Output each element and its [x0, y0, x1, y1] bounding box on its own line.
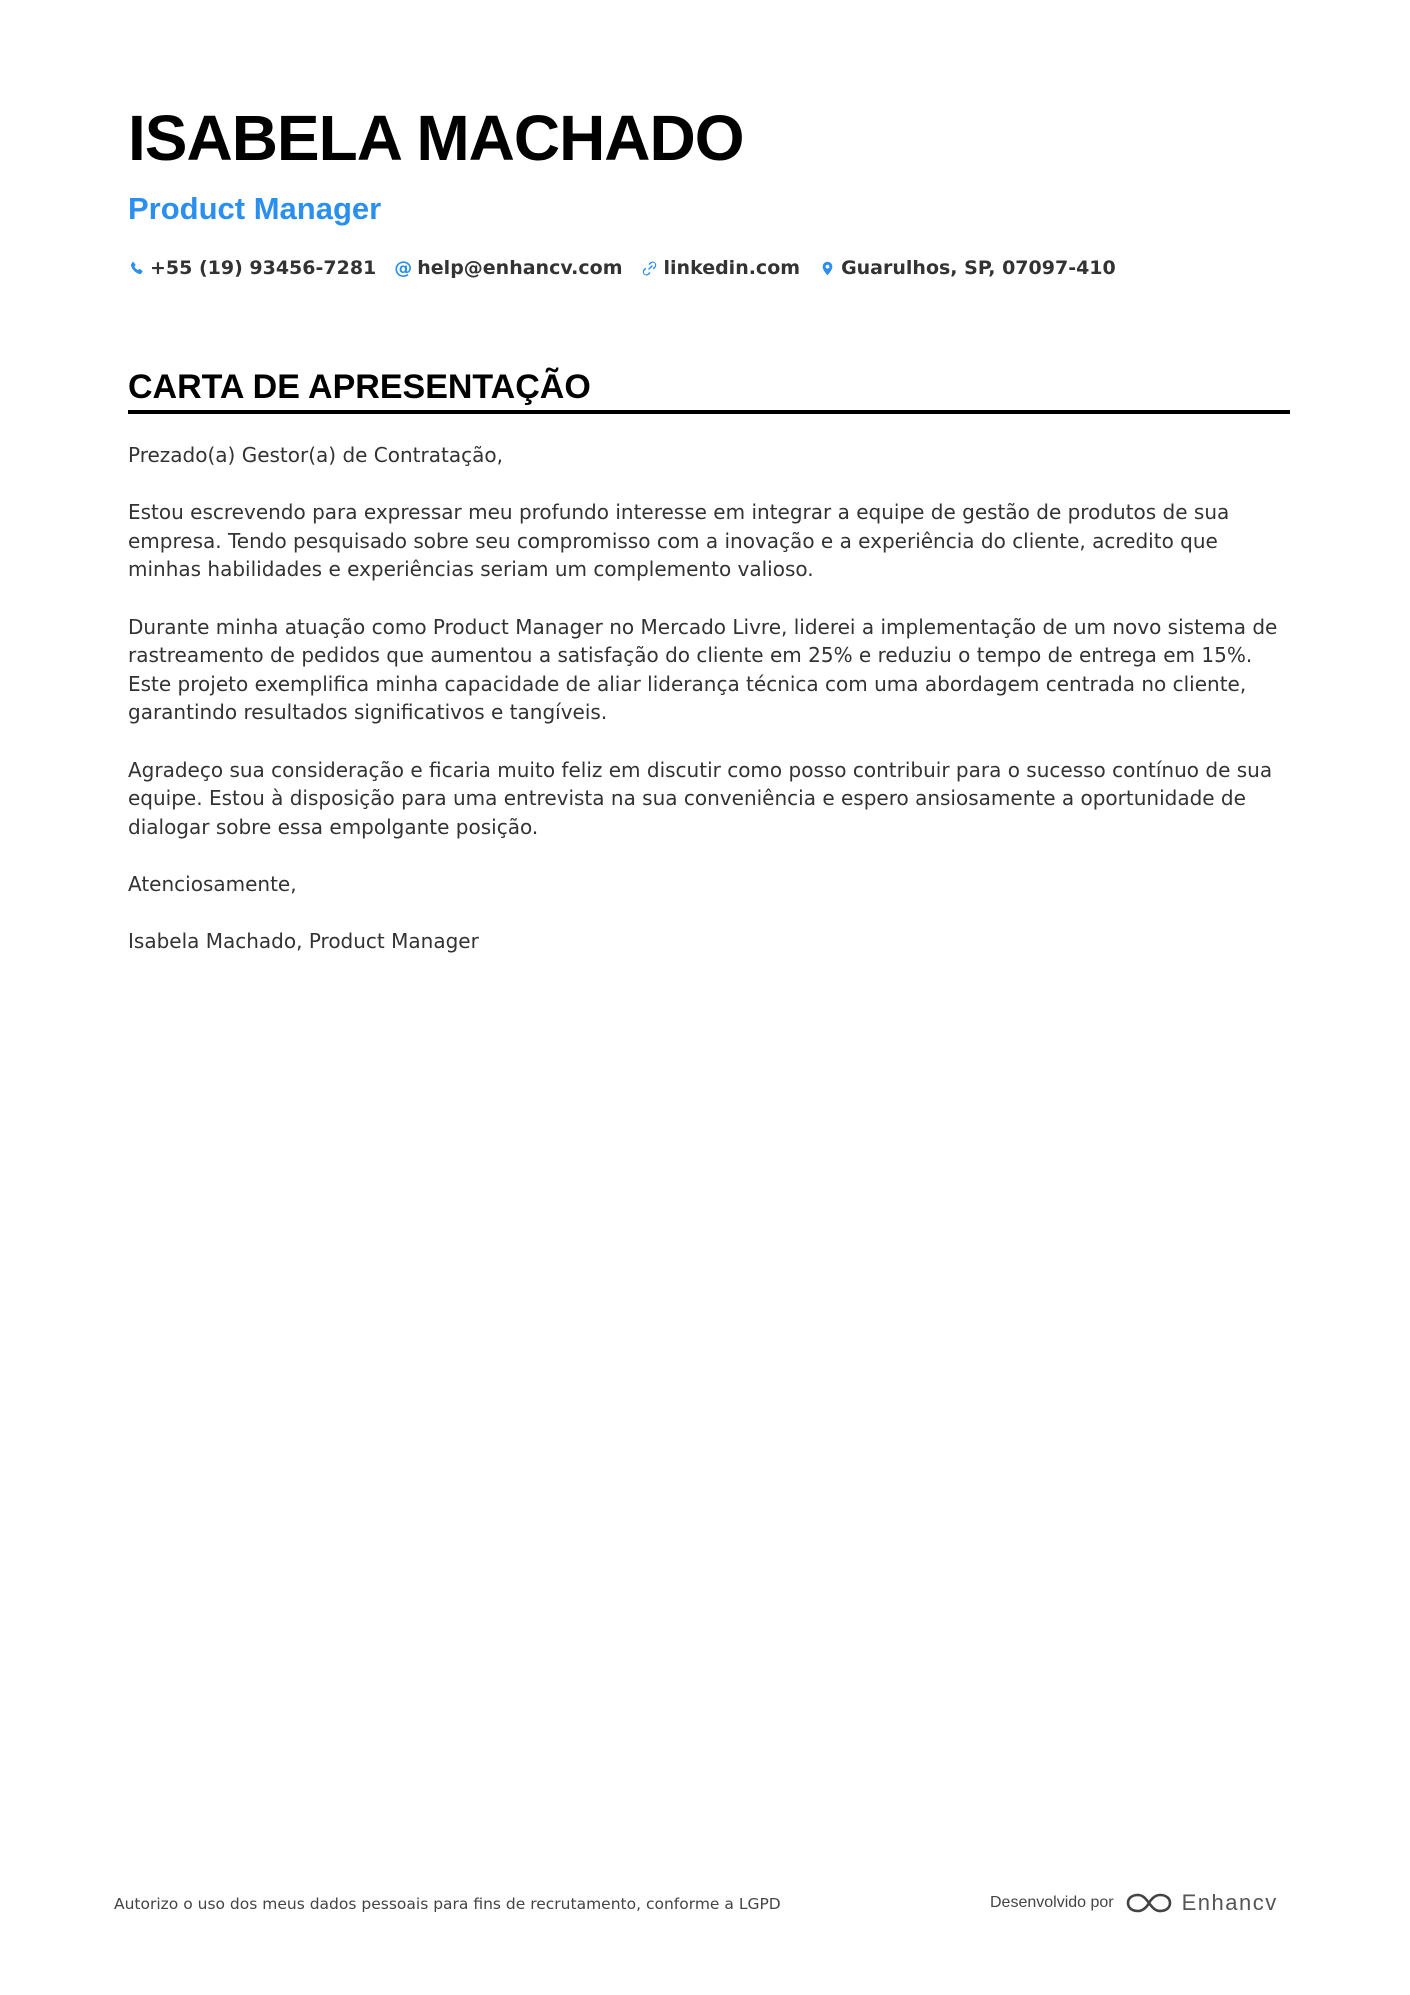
letter-paragraph: Estou escrevendo para expressar meu profundo interesse em integrar a equipe de gestão de produtos de sua empresa. Tendo pesquisado sobre seu compromisso com a inovação e a experiência do cliente, acredito que minhas habilidades e experiências seriam um complemento valioso. [128, 500, 1230, 582]
powered-by-label: Desenvolvido por [990, 1894, 1114, 1911]
link-icon [642, 259, 658, 277]
contact-email[interactable] [395, 257, 622, 279]
contact-bar [128, 256, 1135, 280]
letter-greeting: Prezado(a) Gestor(a) de Contratação, [128, 443, 503, 467]
candidate-role: Product Manager [128, 191, 382, 226]
contact-phone [128, 257, 376, 279]
brand-name: Enhancv [1181, 1890, 1278, 1915]
contact-email-text[interactable]: help@enhancv.com [417, 257, 623, 279]
footer-brand[interactable] [990, 1890, 1278, 1916]
letter-signature: Isabela Machado, Product Manager [128, 929, 479, 954]
enhancv-logo-icon [1126, 1891, 1172, 1915]
section-divider [128, 410, 1290, 414]
candidate-name: ISABELA MACHADO [128, 102, 744, 174]
section-heading: CARTA DE APRESENTAÇÃO [128, 368, 591, 406]
location-pin-icon [819, 259, 835, 277]
letter-body [128, 441, 1290, 984]
phone-icon [128, 259, 144, 277]
letter-paragraph: Agradeço sua consideração e ficaria muito feliz em discutir como posso contribuir para o sucesso contínuo de sua equipe. Estou à disposição para uma entrevista na sua conveniência e espero ansiosamente a oportunidade de dialogar sobre essa empolgante posição. [128, 757, 1273, 839]
contact-location [819, 257, 1116, 279]
at-icon: @ [394, 257, 413, 279]
contact-phone-text: +55 (19) 93456-7281 [150, 257, 377, 279]
letter-paragraph: Durante minha atuação como Product Manager no Mercado Livre, liderei a implementação de um novo sistema de rastreamento de pedidos que aumentou a satisfação do cliente em 25% e reduziu o tempo de entrega em 15%. Este projeto exemplifica minha capacidade de aliar liderança técnica com uma abordagem centrada no cliente, garantindo resultados significativos e tangíveis. [128, 614, 1278, 725]
letter-closing: Atenciosamente, [128, 871, 297, 896]
contact-location-text: Guarulhos, SP, 07097-410 [841, 257, 1116, 279]
lgpd-consent-note: Autorizo o uso dos meus dados pessoais para fins de recrutamento, conforme a LGPD [114, 1895, 781, 1913]
contact-linkedin[interactable] [642, 257, 801, 279]
contact-linkedin-text[interactable]: linkedin.com [663, 257, 801, 279]
